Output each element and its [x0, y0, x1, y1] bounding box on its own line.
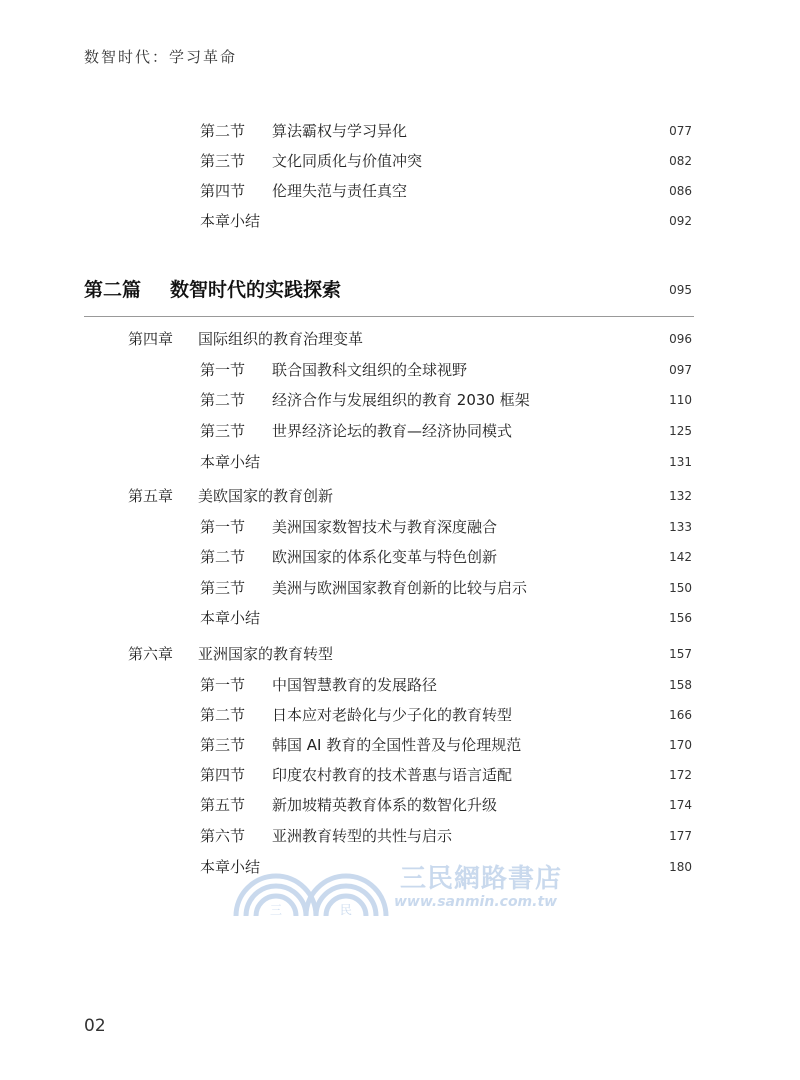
chapter-title: 亚洲国家的教育转型 [198, 645, 334, 663]
section-title: 经济合作与发展组织的教育 2030 框架 [272, 391, 530, 409]
section-number: 第四节 [200, 182, 246, 200]
section-page-number: 180 [669, 860, 692, 874]
toc-chapter-row[interactable] [128, 484, 334, 508]
bookstore-watermark [226, 858, 576, 918]
toc-section-row[interactable] [200, 149, 423, 173]
section-title: 算法霸权与学习异化 [272, 122, 408, 140]
section-page-number: 172 [669, 768, 692, 782]
chapter-page-number: 157 [669, 647, 692, 661]
section-page-number: 158 [669, 678, 692, 692]
chapter-number: 第四章 [128, 330, 174, 348]
toc-chapter-row[interactable] [128, 642, 334, 666]
section-number: 第三节 [200, 579, 246, 597]
section-page-number: 150 [669, 581, 692, 595]
section-title: 韩国 AI 教育的全国性普及与伦理规范 [272, 736, 522, 754]
section-title: 印度农村教育的技术普惠与语言适配 [272, 766, 513, 784]
chapter-summary-label: 本章小结 [200, 212, 261, 230]
chapter-summary-label: 本章小结 [200, 609, 261, 627]
section-title: 中国智慧教育的发展路径 [272, 676, 438, 694]
toc-section-row[interactable] [200, 545, 498, 569]
chapter-summary-label: 本章小结 [200, 453, 261, 471]
footer-page-number: 02 [84, 1016, 106, 1036]
toc-summary-row[interactable] [200, 450, 260, 474]
section-page-number: 131 [669, 455, 692, 469]
section-number: 第二节 [200, 391, 246, 409]
toc-section-row[interactable] [200, 515, 498, 539]
section-title: 伦理失范与责任真空 [272, 182, 408, 200]
toc-section-row[interactable] [200, 763, 513, 787]
section-number: 第六节 [200, 827, 246, 845]
section-title: 欧洲国家的体系化变革与特色创新 [272, 548, 498, 566]
toc-section-row[interactable] [200, 673, 438, 697]
chapter-title: 美欧国家的教育创新 [198, 487, 334, 505]
part-divider [84, 316, 694, 317]
section-page-number: 177 [669, 829, 692, 843]
section-page-number: 086 [669, 184, 692, 198]
section-page-number: 174 [669, 798, 692, 812]
section-page-number: 077 [669, 124, 692, 138]
chapter-page-number: 096 [669, 332, 692, 346]
watermark-url: www.sanmin.com.tw [394, 894, 558, 910]
section-title: 联合国教科文组织的全球视野 [272, 361, 468, 379]
section-number: 第二节 [200, 122, 246, 140]
rainbow-arcs-icon [226, 858, 396, 918]
section-number: 第四节 [200, 766, 246, 784]
section-number: 第三节 [200, 736, 246, 754]
toc-summary-row[interactable] [200, 209, 260, 233]
toc-section-row[interactable] [200, 733, 522, 757]
part-number: 第二篇 [84, 279, 142, 301]
watermark-arc-left: 三 [269, 903, 283, 917]
chapter-summary-label: 本章小结 [200, 858, 261, 876]
section-page-number: 166 [669, 708, 692, 722]
toc-summary-row[interactable] [200, 606, 260, 630]
section-page-number: 097 [669, 363, 692, 377]
section-title: 日本应对老龄化与少子化的教育转型 [272, 706, 513, 724]
section-page-number: 156 [669, 611, 692, 625]
section-page-number: 142 [669, 550, 692, 564]
toc-section-row[interactable] [200, 388, 530, 412]
chapter-title: 国际组织的教育治理变革 [198, 330, 364, 348]
section-title: 亚洲教育转型的共性与启示 [272, 827, 453, 845]
toc-section-row[interactable] [200, 576, 528, 600]
section-number: 第一节 [200, 361, 246, 379]
section-number: 第一节 [200, 518, 246, 536]
section-page-number: 170 [669, 738, 692, 752]
section-number: 第二节 [200, 548, 246, 566]
section-number: 第三节 [200, 152, 246, 170]
section-title: 文化同质化与价值冲突 [272, 152, 423, 170]
section-page-number: 082 [669, 154, 692, 168]
section-number: 第五节 [200, 796, 246, 814]
toc-section-row[interactable] [200, 793, 498, 817]
section-number: 第三节 [200, 422, 246, 440]
running-header: 数智时代：学习革命 [84, 48, 238, 66]
toc-section-row[interactable] [200, 419, 513, 443]
part-page-number: 095 [669, 283, 692, 297]
section-page-number: 110 [669, 393, 692, 407]
chapter-number: 第五章 [128, 487, 174, 505]
toc-section-row[interactable] [200, 179, 408, 203]
chapter-number: 第六章 [128, 645, 174, 663]
toc-part-heading[interactable] [84, 276, 342, 304]
section-number: 第一节 [200, 676, 246, 694]
section-title: 美洲国家数智技术与教育深度融合 [272, 518, 498, 536]
watermark-arc-right: 民 [339, 903, 353, 917]
chapter-page-number: 132 [669, 489, 692, 503]
section-page-number: 125 [669, 424, 692, 438]
toc-section-row[interactable] [200, 119, 408, 143]
section-title: 美洲与欧洲国家教育创新的比较与启示 [272, 579, 528, 597]
section-page-number: 133 [669, 520, 692, 534]
section-page-number: 092 [669, 214, 692, 228]
toc-section-row[interactable] [200, 703, 513, 727]
toc-chapter-row[interactable] [128, 327, 364, 351]
watermark-store-name: 三民網路書店 [400, 864, 563, 894]
section-number: 第二节 [200, 706, 246, 724]
toc-section-row[interactable] [200, 824, 453, 848]
section-title: 世界经济论坛的教育—经济协同模式 [272, 422, 513, 440]
toc-section-row[interactable] [200, 358, 468, 382]
part-title: 数智时代的实践探索 [170, 279, 342, 301]
section-title: 新加坡精英教育体系的数智化升级 [272, 796, 498, 814]
